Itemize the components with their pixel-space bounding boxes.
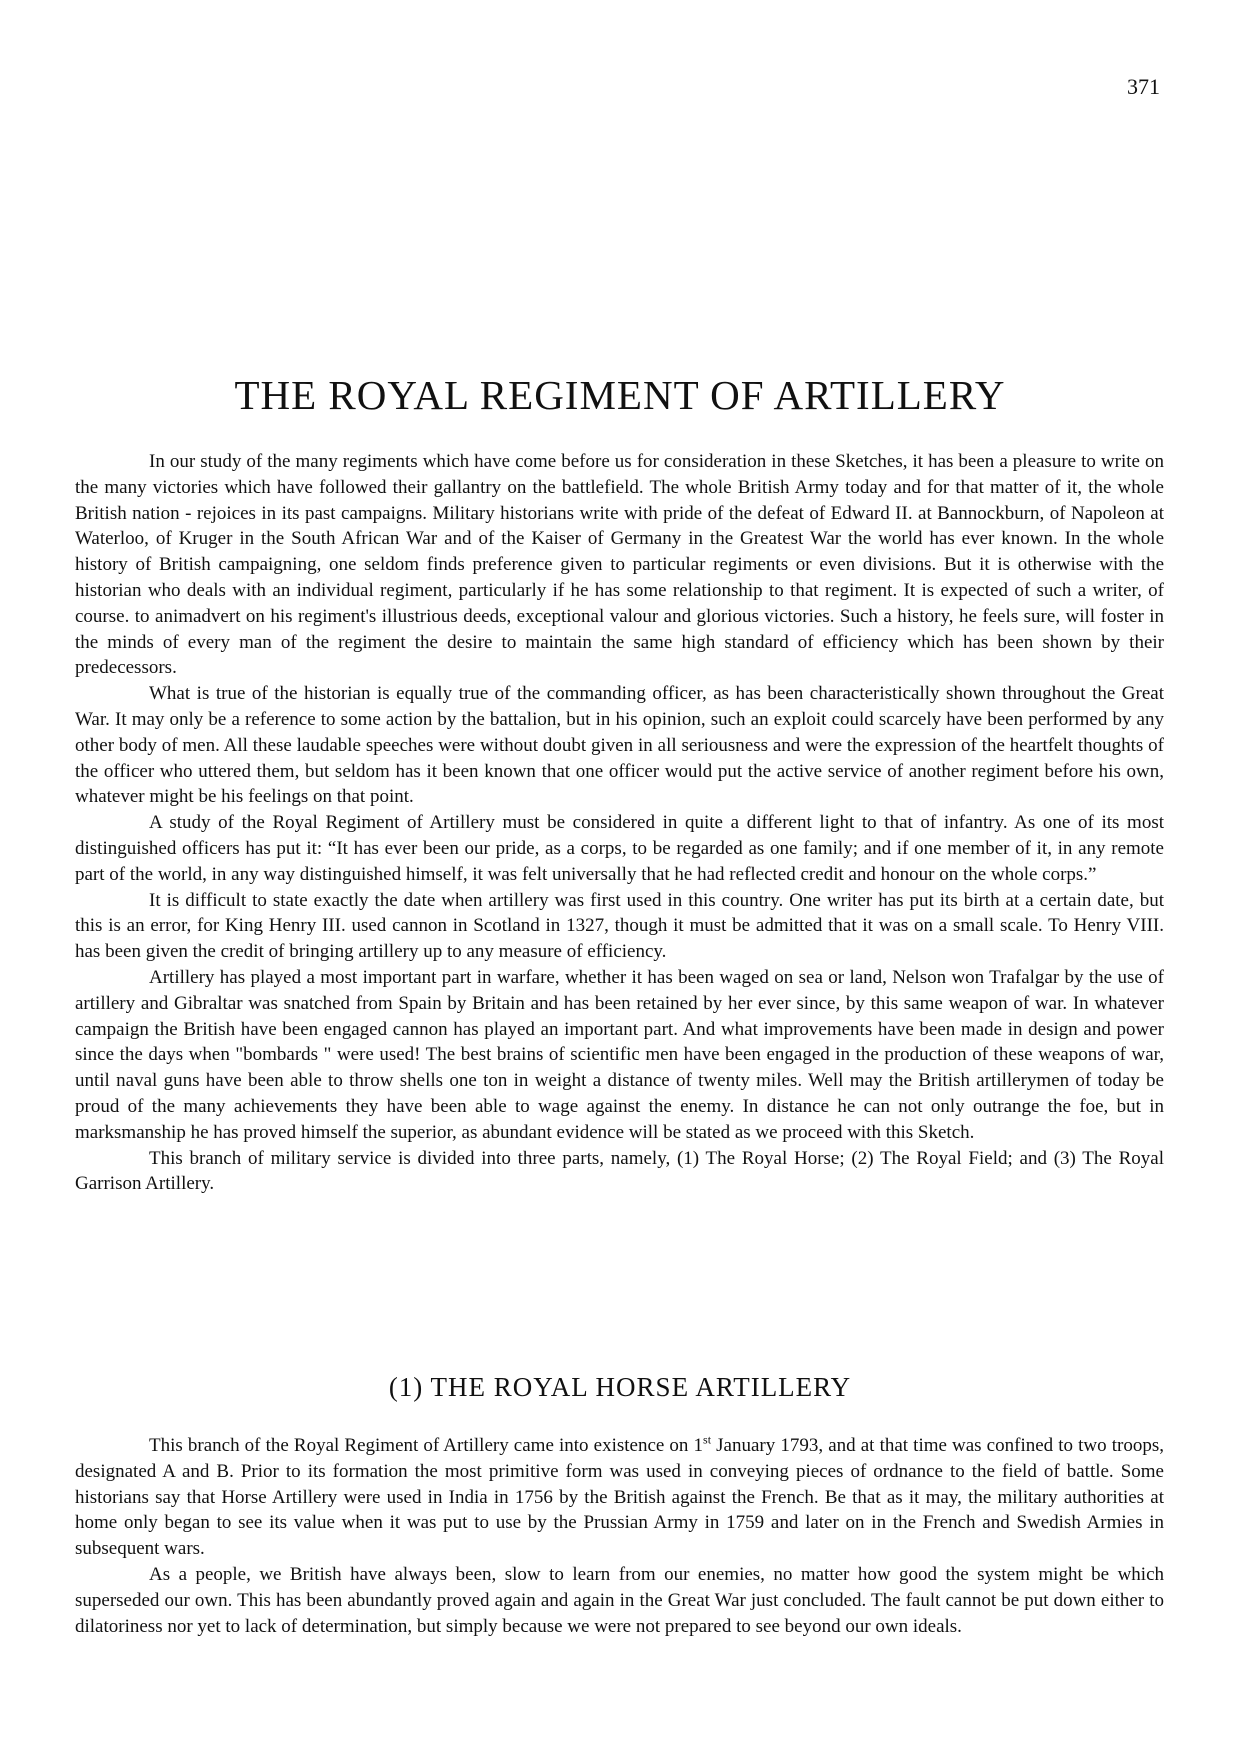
section-heading: (1) THE ROYAL HORSE ARTILLERY [388, 1372, 852, 1402]
ordinal-suffix: st [703, 1432, 712, 1447]
paragraph: A study of the Royal Regiment of Artillery must be considered in quite a different light to that of infantry. As one of its most distinguished officers has put it: “It has ever been our pride, as a corps, to be regarded as one family; and if one member of it, in any remote part of the world, in any way distinguished himself, it was felt universally that he had reflected credit and honour on the whole corps.” [75, 812, 1164, 885]
paragraph-text: This branch of the Royal Regiment of Artillery came into existence on 1 [149, 1435, 704, 1456]
paragraph [75, 1433, 1164, 1562]
article-body [75, 449, 1164, 1197]
paragraph: What is true of the historian is equally true of the commanding officer, as has been characteristically shown throughout the Great War. It may only be a reference to some action by the battalion, but in his opinion, such an exploit could scarcely have been performed by any other body of men. All these laudable speeches were without doubt given in all seriousness and were the expression of the heartfelt thoughts of the officer who uttered them, but seldom has it been known that one officer would put the active service of another regiment before his own, whatever might be his feelings on that point. [75, 683, 1164, 808]
paragraph: This branch of military service is divided into three parts, namely, (1) The Royal Horse; (2) The Royal Field; and (3) The Royal Garrison Artillery. [75, 1147, 1164, 1195]
section-body [75, 1433, 1164, 1639]
paragraph-text: January 1793, and at that time was confined to two troops, designated A and B. Prior to its formation the most primitive form was used in conveying pieces of ordnance to the field of battle. Some historians say that Horse Artillery were used in India in 1756 by the British against the French. Be that as it may, the military authorities at home only began to see its value when it was put to use by the Prussian Army in 1759 and later on in the French and Swedish Armies in subsequent wars. [75, 1435, 1164, 1560]
paragraph: In our study of the many regiments which have come before us for consideration in these Sketches, it has been a pleasure to write on the many victories which have followed their gallantry on the battlefield. The whole British Army today and for that matter of it, the whole British nation - rejoices in its past campaigns. Military historians write with pride of the defeat of Edward II. at Bannockburn, of Napoleon at Waterloo, of Kruger in the South African War and of the Kaiser of Germany in the Greatest War the world has ever known. In the whole history of British campaigning, one seldom finds preference given to particular regiments or even divisions. But it is otherwise with the historian who deals with an individual regiment, particularly if he has some relationship to that regiment. It is expected of such a writer, of course. to animadvert on his regiment's illustrious deeds, exceptional valour and glorious victories. Such a history, he feels sure, will foster in the minds of every man of the regiment the desire to maintain the same high standard of efficiency which has been shown by their predecessors. [75, 451, 1164, 679]
paragraph: Artillery has played a most important part in warfare, whether it has been waged on sea or land, Nelson won Trafalgar by the use of artillery and Gibraltar was snatched from Spain by Britain and has been retained by her ever since, by this same weapon of war. In whatever campaign the British have been engaged cannon has played an important part. And what improvements have been made in design and power since the days when "bombards " were used! The best brains of scientific men have been engaged in the production of these weapons of war, until naval guns have been able to throw shells one ton in weight a distance of twenty miles. Well may the British artillerymen of today be proud of the many achievements they have been able to wage against the enemy. In distance he can not only outrange the foe, but in marksmanship he has proved himself the superior, as abundant evidence will be stated as we proceed with this Sketch. [75, 966, 1164, 1143]
page-number: 371 [1127, 74, 1160, 99]
paragraph: As a people, we British have always been, slow to learn from our enemies, no matter how good the system might be which superseded our own. This has been abundantly proved again and again in the Great War just concluded. The fault cannot be put down either to dilatoriness nor yet to lack of determination, but simply because we were not prepared to see beyond our own ideals. [75, 1563, 1164, 1637]
paragraph: It is difficult to state exactly the date when artillery was first used in this country. One writer has put its birth at a certain date, but this is an error, for King Henry III. used cannon in Scotland in 1327, though it must be admitted that it was on a small scale. To Henry VIII. has been given the credit of bringing artillery up to any measure of efficiency. [75, 889, 1164, 963]
page-title: THE ROYAL REGIMENT OF ARTILLERY [234, 372, 1006, 418]
